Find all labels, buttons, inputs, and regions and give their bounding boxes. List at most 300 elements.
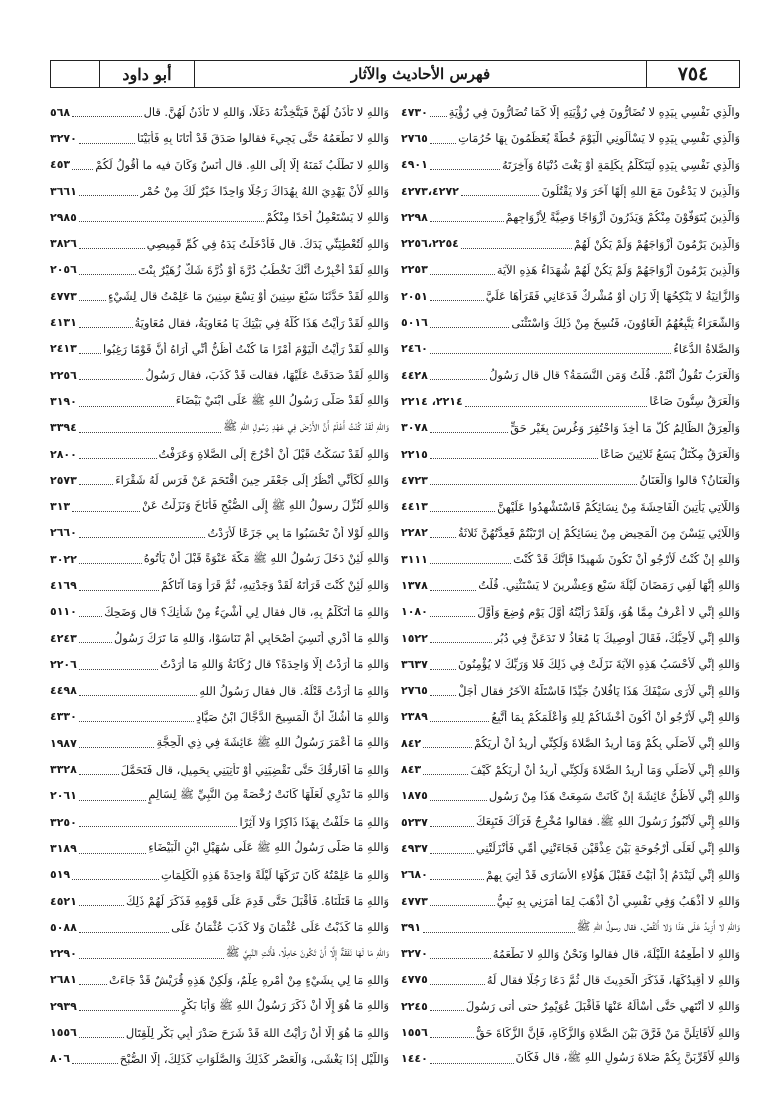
index-entry <box>50 651 395 677</box>
index-entry <box>50 388 395 414</box>
leader-dots <box>423 773 468 775</box>
index-entry <box>395 257 740 283</box>
hadith-text: وَاللَّيْلِ إِذَا يَغْشَى، وَالْعَصْرِ كَذَلِكَ وَالصَّلَوَاتِ كَذَلِكَ، إِلَّا الصُّبْحَ <box>119 1051 389 1066</box>
leader-dots <box>79 405 174 407</box>
hadith-text: وَاللهِ لَقَدْ رَأَيْتُ هَذَا كُلَّهُ فِي بَيْتِكَ يَا مُعَاوِيَةُ، فقال مُعَاوِيَةُ <box>134 315 389 330</box>
leader-dots <box>79 773 119 775</box>
index-entry <box>395 441 740 467</box>
leader-dots <box>465 405 648 407</box>
leader-dots <box>79 247 145 249</box>
hadith-number: ٤٧٧٥ <box>401 973 428 987</box>
index-entry <box>395 941 740 967</box>
hadith-number: ٢٠٥١ <box>401 289 428 303</box>
hadith-number: ٤٥٣ <box>50 158 71 172</box>
hadith-text: وَاللهِ لَقَدْ صَدَقَتْ عَلَيْهَا، فقالت قَدْ كَذَبَ، فقال رَسُولُ <box>145 368 389 383</box>
hadith-number: ٤٥٢١ <box>50 894 77 908</box>
leader-dots <box>430 115 447 117</box>
leader-dots <box>79 457 157 459</box>
hadith-number: ٢٢٤٥ <box>401 999 428 1013</box>
hadith-text: وَالْعَنَانُ؟ قالوا وَالْعَنَانُ <box>639 473 740 488</box>
index-entry <box>50 546 395 572</box>
leader-dots <box>72 168 93 170</box>
hadith-text: وَاللهِ مَا تَدْرِي لَعَلَّهَا كَانَتْ رُخْصَةً مِنَ النَّبِيِّ ﷺ لِسَالِمٍ <box>148 787 389 802</box>
index-entry <box>395 520 740 546</box>
hadith-number: ٢٤١٣ <box>50 342 77 356</box>
index-entry <box>395 678 740 704</box>
leader-dots <box>79 694 198 696</box>
leader-dots <box>430 589 476 591</box>
index-entry <box>50 1046 395 1072</box>
index-entry <box>395 783 740 809</box>
hadith-text: وَاللهِ لا نَطْعَمُهُ حَتَّى يَجِيءَ فقالوا صَدَقَ قَدْ أَتَانَا بِهِ فَأَبَيْنَا <box>136 131 389 146</box>
hadith-number: ٨٠٦ <box>50 1052 71 1066</box>
hadith-text: وَاللهِ لَتُعْطِيَنِّي يَدَكَ. قال فَأَدْخَلْتُ يَدَهُ فِي كُمِّ قَمِيصِي <box>146 236 389 251</box>
index-entry <box>50 1019 395 1045</box>
hadith-text: وَاللهِ لا أُقِيدُكَهَا، فَذَكَرَ الْحَدِيثَ قال ثُمَّ دَعَا رَجُلًا فقال لَهُ <box>486 972 740 987</box>
leader-dots <box>79 194 139 196</box>
leader-dots <box>430 957 491 959</box>
hadith-text: وَالصَّلاةُ الدُّعَاءُ <box>673 341 740 356</box>
index-entry <box>50 756 395 782</box>
hadith-number: ٢٦٨١ <box>50 973 77 987</box>
hadith-text: وَاللهِ مَا هُوَ إِلَّا أَنْ رَأَيْتُ اللهَ قَدْ شَرَحَ صَدْرَ أَبِي بَكْرٍ لِلْقِتَالِ <box>125 1025 389 1040</box>
leader-dots <box>79 615 102 617</box>
hadith-text: وَالَّذِينَ لا يَدْعُونَ مَعَ اللهِ إِلَهًا آخَرَ وَلا يَقْتُلُونَ <box>541 184 740 199</box>
index-title: فهرس الأحاديث والآثار <box>194 61 646 87</box>
leader-dots <box>72 878 159 880</box>
hadith-text: وَالَّذِي نَفْسِي بِيَدِهِ لا يَسْأَلُونِي الْيَوْمَ خُطَّةً يُعَظِّمُونَ بِهَا حُرُمَاتِ <box>458 131 740 146</box>
hadith-number: ٤٢٧٣،٤٢٧٢ <box>401 184 459 198</box>
hadith-number: ٢٢٩٠ <box>50 947 77 961</box>
index-entry <box>395 862 740 888</box>
leader-dots <box>72 510 140 512</box>
hadith-text: وَاللهِ لَأَنْ يَهْدِيَ اللهُ بِهُدَاكَ رَجُلًا وَاحِدًا خَيْرٌ لَكَ مِنْ حُمْرِ <box>140 184 389 199</box>
hadith-number: ٤٣٣٠ <box>50 710 77 724</box>
hadith-number: ١٥٥٦ <box>401 1026 428 1040</box>
hadith-number: ٣٣٢٨ <box>50 763 77 777</box>
leader-dots <box>430 273 495 275</box>
leader-dots <box>79 668 158 670</box>
hadith-text: وَاللَّائِي يَئِسْنَ مِنَ الْمَحِيضِ مِنْ نِسَائِكُمْ إِنِ ارْتَبْتُمْ فَعِدَّتُهُنَّ ثَلاثَةُ <box>457 525 740 540</box>
leader-dots <box>79 589 159 591</box>
leader-dots <box>79 483 113 485</box>
leader-dots <box>79 904 124 906</box>
hadith-number: ٢٦٦٠ <box>50 526 77 540</box>
index-entry <box>395 204 740 230</box>
hadith-number: ٢٠٥٦ <box>50 263 77 277</box>
index-entry <box>395 546 740 572</box>
hadith-number: ٢٧٦٥ <box>401 684 428 698</box>
index-entry <box>50 835 395 861</box>
hadith-number: ٣٣٩٤ <box>50 421 77 435</box>
hadith-number: ٣١٨٩ <box>50 841 77 855</box>
leader-dots <box>423 746 472 748</box>
index-entry <box>395 178 740 204</box>
hadith-text: وَاللهِ لا تَأْذَنُ لَهُنَّ فَيَتَّخِذْنَهُ دَغَلًا، وَاللهِ لا تَأْذَنُ لَهُنَّ. قال <box>143 105 389 120</box>
hadith-number: ٢٣٨٩ <box>401 710 428 724</box>
hadith-number: ٢٨٠٠ <box>50 447 77 461</box>
hadith-number: ٢٢٨٢ <box>401 526 428 540</box>
hadith-number: ٥٠٨٨ <box>50 920 77 934</box>
index-entry <box>395 756 740 782</box>
hadith-text: وَاللهِ مَا لِي بِشَيْءٍ مِنْ أَمْرِهِ عِلْمٌ، وَلَكِنْ هَذِهِ قُرَيْشٌ قَدْ جَاءَتْ <box>109 972 389 987</box>
index-entry <box>50 257 395 283</box>
hadith-text: وَاللهِ لا أَذْهَبُ وَفِي نَفْسِي أَنْ أَذْهَبَ لِمَا أَمَرَنِي بِهِ نَبِيُّ <box>496 894 740 909</box>
leader-dots <box>430 431 508 433</box>
leader-dots <box>79 852 146 854</box>
hadith-text: وَاللهِ مَا عَلِمْتُهُ كَانَ تَرَكَهَا لَيْلَةً وَاحِدَةً هَذِهِ الْكَلِمَاتِ <box>161 867 389 882</box>
hadith-number: ١٣٧٨ <box>401 578 428 592</box>
leader-dots <box>79 1036 124 1038</box>
hadith-text: وَاللهِ لَكَأَنِّي أَنْظُرُ إِلَى جَعْفَرٍ حِينَ اقْتَحَمَ عَنْ فَرَسٍ لَهُ شَقْرَاءَ <box>115 473 389 488</box>
hadith-text: وَالَّذِي نَفْسِي بِيَدِهِ لَيَتَكَلَّمُ بِكَلِمَةٍ أَوْ يَغْتَ دُنْيَاهُ وَآخِرَتَهُ <box>502 157 740 172</box>
hadith-text: وَاللهِ مَا أَدْرِي أَنَسِيَ أَصْحَابِي أَمْ تَنَاسَوْا، وَاللهِ مَا تَرَكَ رَسُولُ <box>114 631 389 646</box>
index-entry <box>50 230 395 256</box>
leader-dots <box>79 299 106 301</box>
hadith-text: وَالْعَرَقُ سِتُّونَ صَاعًا <box>649 394 740 409</box>
hadith-text: وَاللهِ لا أُطْعِمُهُ اللَّيْلَةَ، قال فقالوا وَنَحْنُ وَاللهِ لا نَطْعَمُهُ <box>492 946 740 961</box>
hadith-text: وَاللهِ لَنُزِّلَ رسولُ اللهِ ﷺ إِلَى الصُّبْحِ فَأَنَاخَ وَنَزَلْتُ عَنْ <box>142 498 389 513</box>
index-entry <box>395 967 740 993</box>
hadith-number: ٢٤٦٠ <box>401 342 428 356</box>
leader-dots <box>79 431 221 433</box>
hadith-text: وَاللهِ لَئِنْ كُنْتَ قَرَأْتَهُ لَقَدْ وَجَدْتِيهِ، ثُمَّ قَرَأَ وَمَا آتَاكُمْ <box>160 578 389 593</box>
index-entry <box>50 467 395 493</box>
hadith-text: وَاللهِ إِنَّهَا لَفِي رَمَضَانَ لَيْلَةَ سَبْعٍ وَعِشْرِينَ لا يَسْتَثْنِي. قُلْتُ <box>478 578 740 593</box>
index-entry <box>395 1046 740 1072</box>
hadith-number: ٣٩١ <box>401 920 422 934</box>
hadith-number: ٢٢٠٦ <box>50 657 77 671</box>
index-entry <box>395 230 740 256</box>
hadith-text: وَاللهِ لَأُقَرِّبَنَّ بِكُمْ صَلاةَ رَسُولِ اللهِ ﷺ، قال فَكَانَ <box>515 1050 740 1065</box>
leader-dots <box>430 352 672 354</box>
index-entry <box>50 309 395 335</box>
leader-dots <box>79 983 107 985</box>
leader-dots <box>72 115 141 117</box>
leader-dots <box>430 983 485 985</box>
hadith-text: وَاللهِ لا أَزِيدُ عَلَى هَذَا وَلا أَنْقُصُ. فقال رسولُ اللهِ ﷺ <box>576 918 740 933</box>
index-entry <box>50 493 395 519</box>
index-entry <box>50 625 395 651</box>
hadith-number: ٢٩٨٥ <box>50 210 77 224</box>
leader-dots <box>79 326 133 328</box>
hadith-number: ٥٢٣٧ <box>401 815 428 829</box>
leader-dots <box>430 510 495 512</box>
hadith-number: ٤٢٤٣ <box>50 631 77 645</box>
leader-dots <box>430 1009 464 1011</box>
index-entry <box>395 388 740 414</box>
hadith-text: وَالْعِرَقُ الظَّالِمُ كُلُّ مَا أُخِذَ وَاحْتُفِرَ وَغُرِسَ بِغَيْرِ حَقٍّ <box>510 420 740 435</box>
index-entry <box>395 1019 740 1045</box>
leader-dots <box>430 483 638 485</box>
hadith-number: ٤٤١٣ <box>401 500 428 514</box>
hadith-number: ٣٠٧٨ <box>401 421 428 435</box>
leader-dots <box>430 220 504 222</box>
index-entry <box>50 993 395 1019</box>
leader-dots <box>79 536 206 538</box>
index-entry <box>395 362 740 388</box>
leader-dots <box>430 878 484 880</box>
index-entry <box>50 704 395 730</box>
leader-dots <box>79 352 101 354</box>
hadith-number: ١٥٢٢ <box>401 631 428 645</box>
hadith-text: وَالْعَرَقُ مِكْتَلٌ يَسَعُ ثَلاثِينَ صَاعًا <box>600 447 740 461</box>
index-entry <box>50 152 395 178</box>
hadith-text: والَّذِي نَفْسِي بِيَدِهِ لا تُضَارُّونَ فِي رُؤْيَتِهِ إِلَّا كَمَا تُضَارُّونَ فِي رُؤْيَةِ <box>448 105 740 120</box>
hadith-number: ٤٤٢٨ <box>401 368 428 382</box>
leader-dots <box>79 825 238 827</box>
hadith-number: ٢٢٥٦ <box>50 368 77 382</box>
hadith-text: وَاللهِ لا أَنْتَهِي حَتَّى أَسْأَلَهُ عَنْهَا فَأَقْبَلَ عُوَيْمِرٌ حتى أتى رَسُولَ <box>465 999 740 1014</box>
hadith-text: وَاللهِ لَقَدْ حَدَّثَنَا سَبْعَ سِنِينَ أَوْ تِسْعَ سِنِينَ مَا عَلِمْتُ قال لِشَيْءٍ <box>107 289 389 304</box>
index-entry <box>50 362 395 388</box>
hadith-number: ٢٢١٤، ٢٢١٤ <box>401 394 463 408</box>
leader-dots <box>79 273 136 275</box>
hadith-number: ٢٥٧٣ <box>50 473 77 487</box>
leader-dots <box>79 641 112 643</box>
left-column <box>50 99 395 1072</box>
leader-dots <box>79 562 142 564</box>
hadith-number: ٨٤٣ <box>401 763 422 777</box>
leader-dots <box>79 720 194 722</box>
hadith-number: ٣١٣ <box>50 500 71 514</box>
hadith-number: ٣١١١ <box>401 552 428 566</box>
book-name: أبو داود <box>99 61 194 87</box>
leader-dots <box>430 904 495 906</box>
hadith-number: ٤٧٧٣ <box>50 289 77 303</box>
hadith-text: وَاللهِ لا تَطْلُبُ ثَمَنَهُ إِلَّا إِلَى اللهِ. قال أَنَسٌ وَكَانَ فيه ما أَقُولُ لَكُمْ <box>95 157 389 172</box>
index-entry <box>395 493 740 519</box>
hadith-text: وَاللهِ مَا قَتَلْنَاهُ. فَأَقْبَلَ حَتَّى قَدِمَ عَلَى قَوْمِهِ فَذَكَرَ لَهُمْ ذَلِكَ <box>126 894 389 909</box>
index-entry <box>395 336 740 362</box>
hadith-number: ٣٢٧٠ <box>401 947 428 961</box>
index-entry <box>50 599 395 625</box>
hadith-text: وَاللهِ إِنِّي لَعَلَى أُرْجُوحَةٍ بَيْنَ عِذْقَيْنِ فَجَاءَتْنِي أُمِّي فَأَنْزَلَتْنِي <box>475 841 740 856</box>
index-entry <box>395 99 740 125</box>
index-entry <box>395 993 740 1019</box>
leader-dots <box>430 825 474 827</box>
hadith-number: ٣٦٦١ <box>50 184 77 198</box>
hadith-text: وَاللهِ إِنِّي لا أَعْرِفُ مِمَّا هُوَ، وَلَقَدْ رَأَيْتُهُ أَوَّلَ يَوْمٍ وُضِعَ وَأَوَّلَ <box>477 604 740 619</box>
index-entry <box>395 625 740 651</box>
hadith-text: وَاللهِ لَقَدْ كُنْتُ أَعْلَمُ أَنَّ الأَرْضَ فِي عَهْدِ رَسُولِ اللهِ ﷺ <box>223 419 389 434</box>
page-header <box>50 60 740 88</box>
hadith-number: ٢٢١٥ <box>401 447 428 461</box>
page-number: ٧٥٤ <box>646 61 739 87</box>
hadith-text: وَاللهِ مَا لَهَا نَفَقَةٌ إِلَّا أَنْ تَكُونَ حَامِلًا، فَأَتَتِ النَّبِيَّ ﷺ <box>225 945 389 960</box>
index-entry <box>395 704 740 730</box>
index-entry <box>50 967 395 993</box>
hadith-number: ٢٦٨٠ <box>401 868 428 882</box>
leader-dots <box>430 694 456 696</box>
hadith-number: ٣٠٢٢ <box>50 552 77 566</box>
index-entry <box>395 835 740 861</box>
hadith-number: ٨٤٢ <box>401 736 422 750</box>
hadith-text: وَاللهِ إِنِّي لَأُصَلِّي بِكُمْ وَمَا أُرِيدُ الصَّلاةَ وَلَكِنِّي أُرِيدُ أَنْ أُرِيَكُمْ <box>474 736 740 751</box>
hadith-number: ٥٦٨ <box>50 105 71 119</box>
hadith-number: ٣٢٧٠ <box>50 131 77 145</box>
index-entry <box>395 888 740 914</box>
index-entry <box>50 204 395 230</box>
index-entry <box>50 678 395 704</box>
hadith-number: ٤٤٩٨ <box>50 684 77 698</box>
hadith-text: وَاللهِ مَا أَرَدْتُ إِلَّا وَاحِدَةً؟ قال رُكَانَةُ وَاللهِ مَا أَرَدْتُ <box>160 657 389 672</box>
index-entry <box>50 178 395 204</box>
index-entry <box>395 467 740 493</box>
index-entry <box>395 651 740 677</box>
hadith-number: ٤٧٢٣ <box>401 473 428 487</box>
hadith-text: وَاللهِ لَقَدْ أُخْبِرْتُ أَنَّكَ تَخْطُبُ دُرَّةَ أَوْ ذُرَّةَ شَكَّ زُهَيْرٌ بِنْتَ <box>138 262 389 277</box>
leader-dots <box>461 247 572 249</box>
hadith-number: ٢٧٦٥ <box>401 131 428 145</box>
leader-dots <box>72 1062 118 1064</box>
leader-dots <box>430 562 511 564</box>
hadith-text: وَاللهِ إِنْ كُنْتُ لَأَرْجُو أَنْ تَكُونَ شَهِيدًا فَإِنَّكَ قَدْ كُنْتَ <box>513 552 740 567</box>
hadith-number: ٢٠٦١ <box>50 789 77 803</box>
hadith-number: ٣٦٣٧ <box>401 657 428 671</box>
leader-dots <box>79 1009 179 1011</box>
hadith-text: وَاللهِ مَا صَلَّى رَسُولُ اللهِ ﷺ عَلَى سُهَيْلِ ابْنِ الْبَيْضَاءِ <box>148 839 389 854</box>
hadith-number: ٥١١٠ <box>50 605 77 619</box>
leader-dots <box>430 852 474 854</box>
index-entry <box>50 125 395 151</box>
index-entry <box>50 941 395 967</box>
hadith-text: وَالَّذِينَ يَرْمُونَ أَزْوَاجَهُمْ وَلَمْ يَكُنْ لَهُمْ <box>573 236 740 251</box>
hadith-text: وَاللهِ مَا أُفَارِقُكَ حَتَّى تَقْضِيَنِي أَوْ تَأْتِيَنِي بِحَمِيلٍ، قال فَتَحَمَّلَ <box>120 762 389 777</box>
index-entry <box>395 309 740 335</box>
hadith-text: وَالَّذِينَ يَرْمُونَ أَزْوَاجَهُمْ وَلَمْ يَكُنْ لَهُمْ شُهَدَاءُ هَذِهِ الآيَة <box>496 262 740 277</box>
hadith-text: وَاللهِ لَقَدْ صَلَّى رَسُولُ اللهِ ﷺ عَلَى ابْنَيْ بَيْضَاءَ <box>175 392 389 407</box>
index-entry <box>50 888 395 914</box>
hadith-number: ٢٩٣٩ <box>50 999 77 1013</box>
hadith-number: ٤١٦٩ <box>50 578 77 592</box>
leader-dots <box>430 1036 474 1038</box>
hadith-number: ٢٢٥٣ <box>401 263 428 277</box>
index-entry <box>395 283 740 309</box>
hadith-number: ١٤٤٠ <box>401 1052 428 1066</box>
hadith-number: ٣٨٢٦ <box>50 237 77 251</box>
hadith-text: وَاللهِ مَا حَلَفْتُ بِهَذَا ذَاكِرًا وَلا آثِرًا <box>239 815 389 830</box>
index-entry <box>50 99 395 125</box>
hadith-text: وَاللهِ مَا كَذَبْتُ عَلَى عُثْمَانَ وَلا كَذَبَ عُثْمَانُ عَلَى <box>171 920 389 935</box>
index-entry <box>50 862 395 888</box>
index-columns <box>50 99 740 1072</box>
leader-dots <box>79 378 144 380</box>
index-entry <box>395 809 740 835</box>
leader-dots <box>430 668 456 670</box>
index-entry <box>50 572 395 598</box>
hadith-text: وَاللهِ إِنِّي لَأَرَى سَيْفَكَ هَذَا يَافُلانُ جَيِّدًا فَاسْتَلَّهُ الآخَرُ فقال أَجَلْ <box>458 683 740 698</box>
index-entry <box>50 809 395 835</box>
leader-dots <box>430 1062 514 1064</box>
index-entry <box>50 336 395 362</box>
hadith-text: وَاللهِ إِنِّي لَأُحِبُّكَ، فَقَالَ أُوصِيكَ يَا مُعَاذُ لا تَدَعَنَّ فِي دُبُرِ <box>494 631 740 646</box>
hadith-number: ١٨٧٥ <box>401 789 428 803</box>
hadith-number: ٤٩٠١ <box>401 158 428 172</box>
hadith-number: ١٩٨٧ <box>50 736 77 750</box>
hadith-number: ٤٩٣٧ <box>401 841 428 855</box>
hadith-text: وَالزَّانِيَةُ لا يَنْكِحُهَا إِلَّا زَانٍ أَوْ مُشْرِكٌ فَدَعَانِي فَقَرَأَهَا عَلَيَّ <box>485 289 740 304</box>
index-entry <box>395 914 740 940</box>
hadith-number: ٥١٩ <box>50 868 71 882</box>
hadith-number: ٣١٩٠ <box>50 394 77 408</box>
index-entry <box>395 415 740 441</box>
hadith-text: وَاللَّاتِي يَأْتِينَ الْفَاحِشَةَ مِنْ نِسَائِكُمْ فَاسْتَشْهِدُوا عَلَيْهِنَّ <box>497 499 740 514</box>
hadith-text: وَالشُّعَرَاءُ يَتَّبِعُهُمُ الْغَاوُونَ، فَنُسِخَ مِنْ ذَلِكَ وَاسْتَثْنَى <box>511 315 740 330</box>
leader-dots <box>430 378 487 380</box>
index-entry <box>395 152 740 178</box>
hadith-number: ٤٧٣٠ <box>401 105 428 119</box>
leader-dots <box>430 799 487 801</box>
hadith-text: وَاللهِ مَا أَعْمَرَ رَسُولُ اللهِ ﷺ عَائِشَةَ فِي ذِي الْحِجَّةِ <box>156 734 389 749</box>
leader-dots <box>430 142 456 144</box>
index-entry <box>50 415 395 441</box>
leader-dots <box>430 536 456 538</box>
leader-dots <box>430 457 598 459</box>
hadith-number: ١٥٥٦ <box>50 1026 77 1040</box>
leader-dots <box>461 194 540 196</box>
hadith-text: وَاللهِ مَا أَتَكَلَّمُ بِهِ، قال فقال لِي أَشْيَءٌ مِنْ شَأْنِكَ؟ قال وَضَحِكَ <box>104 604 389 619</box>
hadith-number: ٤١٣١ <box>50 316 77 330</box>
index-page <box>50 60 740 1072</box>
index-entry <box>50 441 395 467</box>
hadith-text: وَاللهِ لَوْلا أَنْ تَحْسَبُوا مَا بِي جَزَعًا لَأَرَدْتُ <box>207 525 389 540</box>
leader-dots <box>79 746 155 748</box>
hadith-text: وَاللهِ لَأُقَاتِلَنَّ مَنْ فَرَّقَ بَيْنَ الصَّلاةِ وَالزَّكَاةِ، فَإِنَّ الزَّكَاةَ حَقٌّ <box>475 1025 740 1040</box>
hadith-text: وَاللهِ إِنِّي لَأَظُنُّ عَائِشَةَ إِنْ كَانَتْ سَمِعَتْ هَذَا مِنْ رَسُولِ <box>488 788 740 803</box>
index-entry <box>50 783 395 809</box>
hadith-number: ١٠٨٠ <box>401 605 428 619</box>
leader-dots <box>79 799 146 801</box>
leader-dots <box>430 720 489 722</box>
hadith-text: وَاللهِ إِنِّي لَأَنْبُوزُ رَسُولَ اللهِ ﷺ. فقالوا مُخْرِجٌ فَرَآكَ فَتَبِعَكَ <box>475 813 740 828</box>
leader-dots <box>79 220 264 222</box>
hadith-number: ٢٢٩٨ <box>401 210 428 224</box>
index-entry <box>395 599 740 625</box>
leader-dots <box>430 168 500 170</box>
hadith-text: وَالْعَرَبُ تَقُولُ أَنْتُمْ. قُلْتُ وَمَنِ النَّسَمَةُ؟ قال قال رَسُولُ <box>489 368 740 383</box>
right-column <box>395 99 740 1072</box>
hadith-text: وَاللهِ إِنِّي لَأَحْسَبُ هَذِهِ الآيَةَ نَزَلَتْ فِي ذَلِكَ فَلا وَرَبِّكَ لا يُؤْمِنُونَ <box>458 657 740 672</box>
leader-dots <box>423 931 575 933</box>
leader-dots <box>430 326 509 328</box>
hadith-text: وَاللهِ إِنِّي لَأَرْجُو أَنْ أَكُونَ أَخْشَاكُمْ لِلهِ وَأَعْلَمَكُمْ بِمَا أَتَّبِعُ <box>491 709 740 724</box>
leader-dots <box>430 299 484 301</box>
leader-dots <box>79 142 135 144</box>
index-entry <box>50 520 395 546</box>
hadith-text: وَاللهِ مَا أَشُكُّ أَنَّ الْمَسِيحَ الدَّجَّالَ ابْنُ صَيَّادٍ <box>195 709 389 724</box>
leader-dots <box>430 641 492 643</box>
hadith-text: وَاللهِ إِنِّي لَيَنْدَمُ إِذْ أَبَيْتُ فَقَبْلَ هَؤُلاءِ الأَسَارَى قَدْ أُتِيَ بِهِمْ <box>486 867 740 882</box>
leader-dots <box>430 615 475 617</box>
index-entry <box>50 914 395 940</box>
index-entry <box>50 283 395 309</box>
hadith-text: وَاللهِ مَا أَرَدْتُ قَتْلَهُ. قال فقال رَسُولُ اللهِ <box>199 683 389 698</box>
hadith-text: وَاللهِ لَقَدْ نَسَكْتُ قَبْلَ أَنْ أَخْرُجَ إِلَى الصَّلاةِ وَعَرَفْتُ <box>158 447 389 461</box>
hadith-number: ٢٢٥٦،٢٢٥٤ <box>401 237 459 251</box>
leader-dots <box>79 957 224 959</box>
header-blank-cell <box>51 61 99 87</box>
hadith-text: وَالَّذِينَ يُتَوَفَّوْنَ مِنْكُمْ وَيَذَرُونَ أَزْوَاجًا وَصِيَّةً لِأَزْوَاجِهِمْ <box>505 210 740 225</box>
hadith-text: وَاللهِ إِنِّي لَأُصَلِّي وَمَا أُرِيدُ الصَّلاةَ وَلَكِنِّي أُرِيدُ أَنْ أُرِيَكُمْ كَيْفَ <box>470 762 740 777</box>
hadith-text: وَاللهِ مَا هُوَ إِلَّا أَنْ ذَكَرَ رَسُولُ اللهِ ﷺ وَأَبَا بَكْرٍ <box>180 997 389 1012</box>
hadith-number: ٤٧٧٣ <box>401 894 428 908</box>
hadith-text: وَاللهِ لا يَسْتَعْمِلُ أَحَدًا مِنْكُمْ <box>265 210 389 225</box>
hadith-text: وَاللهِ لَقَدْ رَأَيْتُ الْيَوْمَ أَمْرًا مَا كُنْتُ أَظُنُّ أَنِّي أَرَاهُ أَنَّ قَوْمًا رَغِبُوا <box>103 341 389 356</box>
index-entry <box>395 572 740 598</box>
hadith-text: وَاللهِ لَئِنْ دَخَلَ رَسُولُ اللهِ ﷺ مَكَّةَ عَنْوَةً قَبْلَ أَنْ يَأْتُوهُ <box>143 550 389 565</box>
index-entry <box>395 125 740 151</box>
